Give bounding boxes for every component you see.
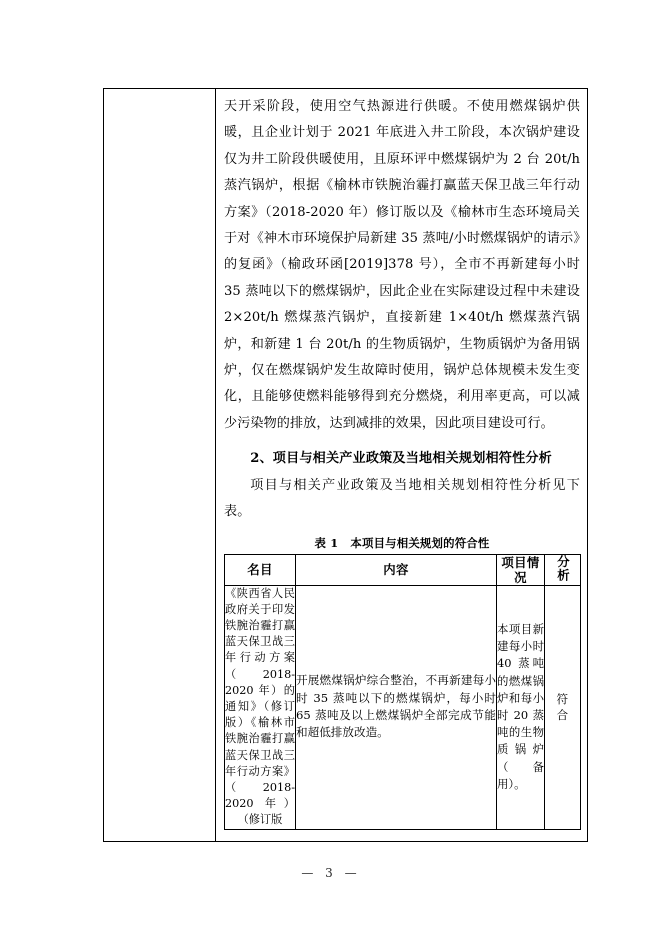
column-header-status: 项目情况: [497, 554, 545, 585]
paragraph-spacer: [224, 437, 580, 446]
main-content-column: [216, 89, 587, 841]
table-caption: [224, 535, 580, 551]
table-header-row: [225, 554, 581, 585]
analysis-result-char-1: 符: [556, 692, 569, 707]
compliance-table: [224, 554, 581, 830]
table-caption-title: 本项目与相关规划的符合性: [350, 535, 490, 550]
table-caption-label: 表 1: [314, 535, 339, 550]
column-header-result: [545, 554, 581, 585]
cell-policy-content: 开展燃煤锅炉综合整治，不再新建每小时 35 蒸吨以下的燃煤锅炉，每小时 65 蒸吨及以上燃煤锅炉全部完成节能和超低排放改造。: [296, 585, 497, 829]
table-row: [225, 585, 581, 829]
page-number-footer: — 3 —: [301, 866, 361, 880]
column-header-result-label: 分析: [555, 554, 571, 582]
cell-project-status: 本项目新建每小时 40 蒸吨的燃煤锅炉和每小时 20 蒸吨的生物质锅炉（备用）。: [497, 585, 545, 829]
table-body: [225, 585, 581, 829]
column-header-content: 内容: [296, 554, 497, 585]
left-margin-column: [104, 89, 216, 841]
body-paragraph: 天开采阶段，使用空气热源进行供暖。不使用燃煤锅炉供暖，且企业计划于 2021 年底进入井工阶段，本次锅炉建设仅为井工阶段供暖使用，且原环评中燃煤锅炉为 2 台 20t/h 蒸汽锅炉，根据《榆林市铁腕治霾打赢蓝天保卫战三年行动方案》（2018-2020 年）修订版以及《榆林市生态环境局关于对《神木市环境保护局新建 35 蒸吨/小时燃煤锅炉的请示》的复函》（榆政环函[2019]378 号），全市不再新建每小时 35 蒸吨以下的燃煤锅炉，因此企业在实际建设过程中未建设 2×20t/h 燃煤蒸汽锅炉，直接新建 1×40t/h 燃煤蒸汽锅炉，和新建 1 台 20t/h 的生物质锅炉，生物质锅炉为备用锅炉，仅在燃煤锅炉发生故障时使用，锅炉总体规模未发生变化，且能够使燃料能够得到充分燃烧，利用率更高，可以减少污染物的排放，达到减排的效果，因此项目建设可行。: [224, 99, 580, 431]
caption-spacer: [224, 526, 580, 535]
section-heading: 2、项目与相关产业政策及当地相关规划相符性分析: [250, 451, 552, 467]
analysis-result-char-2: 合: [556, 708, 569, 723]
cell-policy-name: 《陕西省人民政府关于印发铁腕治霾打赢蓝天保卫战三年行动方案（2018-2020 年）的通知》（修订版）《榆林市铁腕治霾打赢蓝天保卫战三年行动方案》（2018-2020 年）（修订版: [225, 585, 296, 829]
page-content-frame: [103, 88, 588, 842]
table-head: [225, 554, 581, 585]
section-intro-paragraph: 项目与相关产业政策及当地相关规划相符性分析见下表。: [224, 477, 580, 520]
column-header-name: 名目: [225, 554, 296, 585]
cell-analysis-result: [545, 585, 581, 829]
